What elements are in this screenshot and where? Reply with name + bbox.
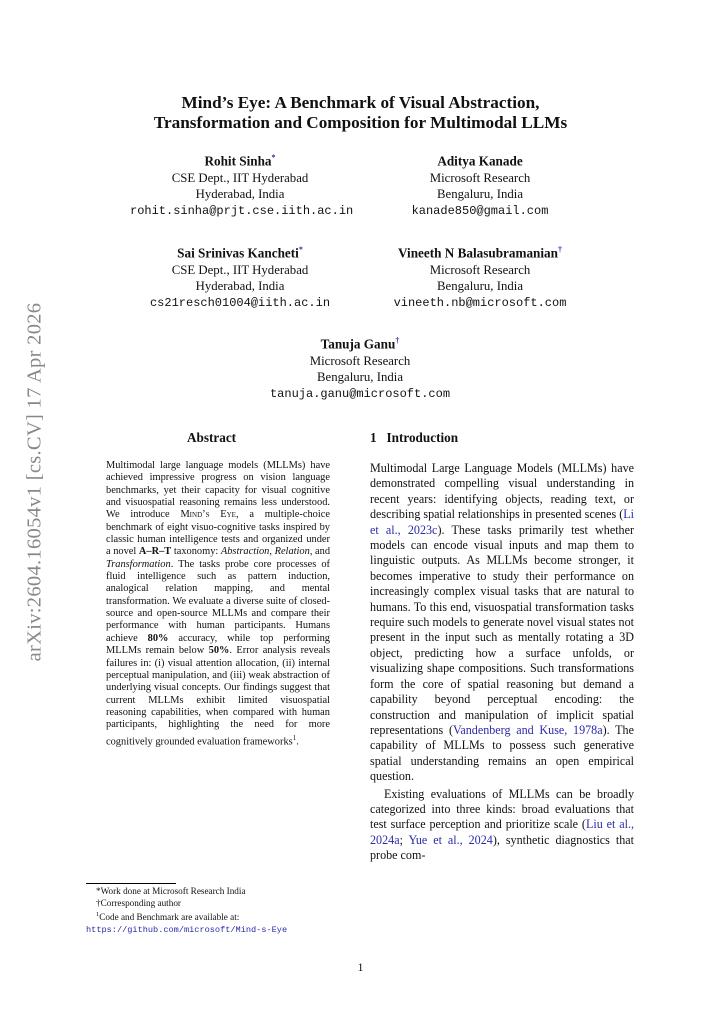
author-affiliation: Microsoft Research bbox=[429, 262, 531, 277]
citation-link[interactable]: Liu et al., 2024a bbox=[370, 817, 634, 847]
author-email[interactable]: kanade850@gmail.com bbox=[411, 203, 549, 218]
arxiv-id: arXiv:2604.16054v1 [cs.CV] 17 Apr 2026 bbox=[23, 302, 46, 662]
author-mark: * bbox=[271, 153, 276, 162]
footnote-ref[interactable]: 1 bbox=[292, 733, 297, 742]
citation-link[interactable]: Li et al., 2023c bbox=[370, 507, 634, 537]
repo-link[interactable]: https://github.com/microsoft/Mind-s-Eye bbox=[86, 924, 288, 935]
author-affiliation: CSE Dept., IIT Hyderabad bbox=[171, 170, 309, 185]
model-accuracy: 50% bbox=[208, 645, 230, 657]
intro-text: Existing evaluations of MLLMs can be broadly categorized into three kinds: broad evaluations that test surface perception and prioritize scale ( bbox=[370, 786, 634, 832]
author-affiliation: Microsoft Research bbox=[309, 353, 411, 368]
title-line-1: Mind’s Eye: A Benchmark of Visual Abstraction, bbox=[181, 93, 540, 112]
author-name: Rohit Sinha bbox=[204, 153, 272, 169]
footnote bbox=[86, 909, 350, 936]
intro-paragraph bbox=[370, 461, 634, 785]
author-block bbox=[366, 242, 594, 311]
author-email[interactable]: cs21resch01004@iith.ac.in bbox=[149, 295, 331, 310]
intro-text: ). The capability of MLLMs to possess such generative spatial understanding remains an open empirical question. bbox=[370, 722, 634, 784]
author-block bbox=[250, 333, 470, 402]
author-name: Tanuja Ganu bbox=[320, 336, 396, 352]
author-block bbox=[130, 150, 354, 219]
author-block bbox=[130, 242, 350, 311]
author-location: Hyderabad, India bbox=[195, 279, 285, 294]
author-mark: † bbox=[395, 336, 400, 345]
benchmark-name: Mind’s Eye bbox=[180, 509, 236, 521]
abstract-text: accuracy, while top performing MLLMs remain below bbox=[106, 632, 330, 657]
intro-text: ), synthetic diagnostics that probe com- bbox=[370, 832, 634, 863]
abstract-text: . Error analysis reveals failures in: (i) visual attention allocation, (ii) internal perceptual manipulation, and (iii) weak abstraction of underlying visual concepts. Our findings suggest that current MLLMs exhibit limited visuospatial reasoning capabilities, when compared with human participants, highlighting the need for more cognitively grounded evaluation frameworks bbox=[106, 645, 330, 748]
intro-paragraph bbox=[370, 787, 634, 864]
abstract-text: . The tasks probe core processes of fluid intelligence such as pattern induction, analogical relation mapping, and mental transformation. We evaluate a diverse suite of closed-source and open-source MLLMs and compare their performance with human participants. Humans achieve bbox=[106, 558, 330, 644]
author-name: Vineeth N Balasubramanian bbox=[398, 245, 558, 261]
author-email[interactable]: rohit.sinha@prjt.cse.iith.ac.in bbox=[130, 203, 354, 218]
intro-text: ). These tasks primarily test whether models can encode visual inputs and map them to linguistic outputs. As MLLMs become stronger, it becomes imperative to study their performance on increasingly complex visual tasks that are natural to humans. To this end, visuospatial transformation tasks require such models to generate novel visual states not present in the input such as mentally rotating a 3D object, predicting how a surface unfolds, or visualizing shape compositions. Such transformations form the core of spatial reasoning but demand a capability beyond perceptual encoding: the construction and manipulation of implicit spatial representations ( bbox=[370, 522, 635, 737]
abstract-heading: Abstract bbox=[187, 430, 237, 445]
abstract-text: taxonomy: bbox=[171, 546, 221, 558]
author-affiliation: Microsoft Research bbox=[429, 170, 531, 185]
citation-link[interactable]: Vandenberg and Kuse, 1978a bbox=[452, 722, 603, 737]
footnote: *Work done at Microsoft Research India bbox=[96, 886, 246, 896]
author-location: Bengaluru, India bbox=[437, 279, 523, 294]
footnote-divider bbox=[86, 883, 176, 884]
author-name: Aditya Kanade bbox=[437, 153, 523, 169]
footnote: †Corresponding author bbox=[96, 897, 181, 908]
abstract-body bbox=[106, 460, 330, 748]
intro-text: Multimodal Large Language Models (MLLMs) have demonstrated compelling visual understanding in recent years: identifying objects, reading text, or describing spatial relationships in presented scenes ( bbox=[370, 461, 634, 522]
abstract-text: , and bbox=[309, 546, 331, 558]
author-mark: † bbox=[557, 245, 562, 254]
taxonomy-term: Transformation bbox=[106, 558, 171, 570]
author-block bbox=[380, 150, 580, 219]
intro-text: ; bbox=[399, 832, 409, 847]
intro-heading: 1 Introduction bbox=[370, 430, 459, 445]
author-location: Hyderabad, India bbox=[195, 187, 285, 202]
author-location: Bengaluru, India bbox=[437, 187, 523, 202]
abstract-text: , bbox=[269, 546, 275, 558]
abstract-text: , a multiple-choice benchmark of eight visuo-cognitive tasks inspired by classic human intelligence tests and organized under a novel bbox=[106, 509, 330, 558]
author-location: Bengaluru, India bbox=[317, 370, 403, 385]
footnotes bbox=[86, 886, 350, 936]
abstract-text: . bbox=[296, 736, 299, 748]
author-email[interactable]: tanuja.ganu@microsoft.com bbox=[269, 386, 451, 401]
footnote-text: Code and Benchmark are available at: bbox=[99, 912, 240, 923]
author-email[interactable]: vineeth.nb@microsoft.com bbox=[393, 295, 567, 310]
taxonomy-term: Relation bbox=[274, 546, 310, 558]
citation-link[interactable]: Yue et al., 2024 bbox=[408, 832, 493, 847]
intro-body bbox=[370, 461, 634, 864]
arxiv-stamp bbox=[22, 0, 48, 1019]
author-mark: * bbox=[298, 245, 303, 254]
human-accuracy: 80% bbox=[147, 632, 169, 644]
page-number: 1 bbox=[357, 960, 364, 974]
paper-title bbox=[0, 93, 721, 133]
footnote-mark: 1 bbox=[96, 911, 100, 918]
taxonomy-name: A–R–T bbox=[138, 546, 172, 558]
author-affiliation: CSE Dept., IIT Hyderabad bbox=[171, 262, 309, 277]
author-name: Sai Srinivas Kancheti bbox=[177, 245, 299, 261]
abstract-text: Multimodal large language models (MLLMs) have achieved impressive progress on vision language benchmarks, yet their capacity for visual cognitive and visuospatial reasoning remains less understood. We introduce bbox=[106, 460, 330, 521]
title-line-2: Transformation and Composition for Multimodal LLMs bbox=[153, 113, 568, 132]
taxonomy-term: Abstraction bbox=[220, 546, 270, 558]
